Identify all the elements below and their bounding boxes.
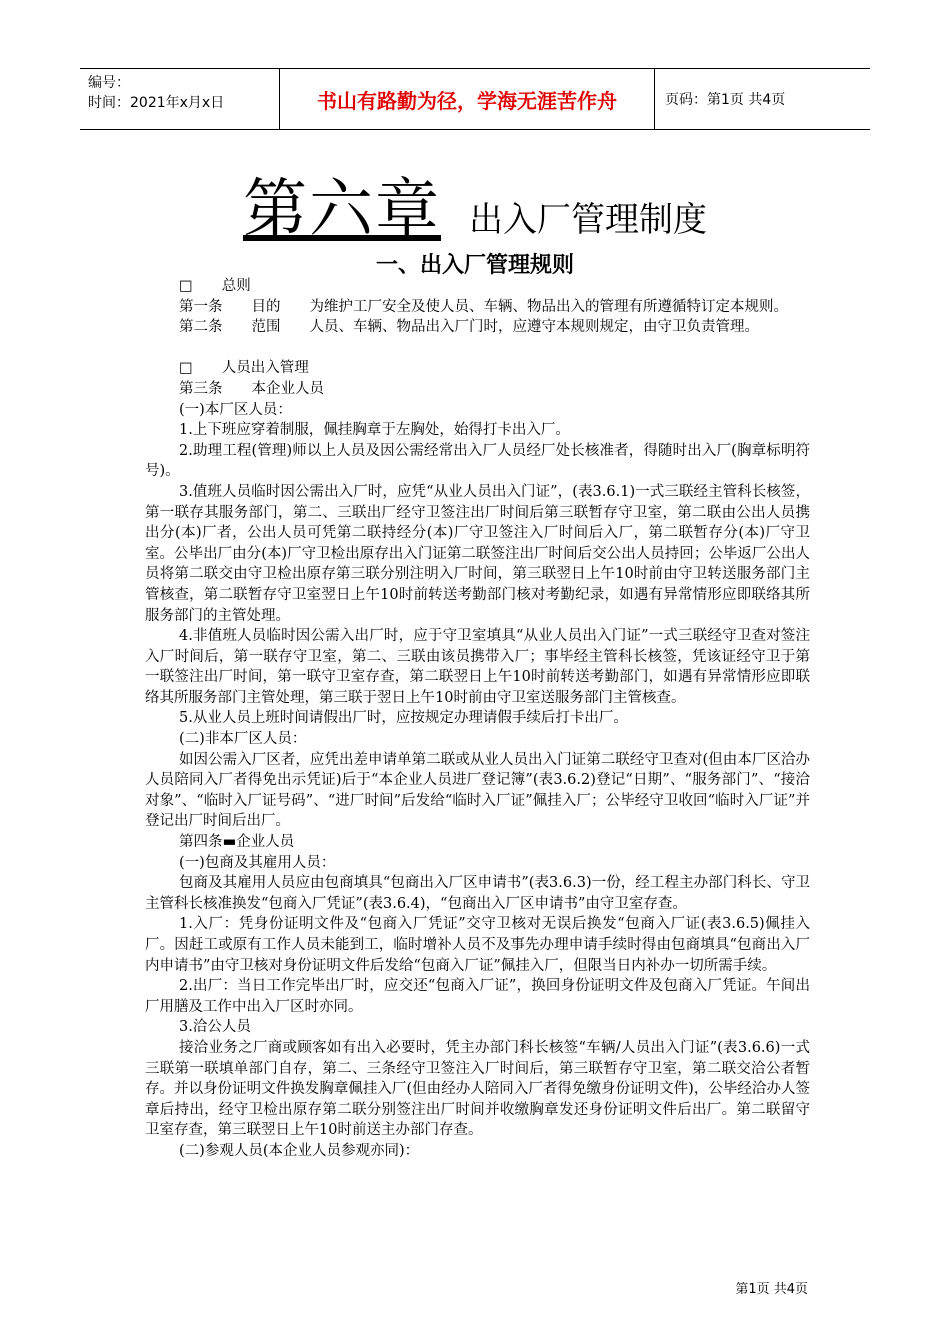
paragraph: 3.洽公人员 (179, 1019, 251, 1036)
paragraph: 1.入厂：凭身份证明文件及“包商入厂凭证”交守卫核对无误后换发“包商入厂证(表3.6.5)佩挂入厂。因赶工或原有工作人员未能到工，临时增补人员不及事先办理申请手续时得由包商填具“包商出入厂内申请书”由守卫核对身份证明文件后发给“包商入厂证”佩挂入厂，但限当日内补办一切所需手续。 (145, 916, 810, 974)
paragraph: 第二条 范围 人员、车辆、物品出入厂门时，应遵守本规则规定，由守卫负责管理。 (179, 319, 759, 336)
paragraph: 如因公需入厂区者，应凭出差申请单第二联或从业人员出入门证第二联经守卫查对(但由本厂区洽办人员陪同入厂者得免出示凭证)后于“本企业人员进厂登记簿”(表3.6.2)登记“日期”、“服务部门”、“接洽对象”、“临时入厂证号码”、“进厂时间”后发给“临时入厂证”佩挂入厂；公毕经守卫收回“临时入厂证”并登记出厂时间后出厂。 (145, 751, 810, 830)
paragraph: □ 人员出入管理 (179, 360, 309, 377)
chapter-name: 出入厂管理制度 (469, 200, 707, 240)
paragraph: (二)非本厂区人员： (179, 731, 307, 748)
number-label: 编号： (88, 75, 130, 91)
page-header (80, 68, 870, 130)
paragraph: 第一条 目的 为维护工厂安全及使人员、车辆、物品出入的管理有所遵循特订定本规则。 (179, 298, 788, 315)
paragraph: 5.从业人员上班时间请假出厂时，应按规定办理请假手续后打卡出厂。 (179, 710, 628, 727)
page-footer: 第1页 共4页 (735, 1282, 808, 1297)
section-title: 一、出入厂管理规则 (375, 253, 574, 278)
page-title (0, 158, 950, 250)
paragraph: 1.上下班应穿着制服，佩挂胸章于左胸处，始得打卡出入厂。 (179, 422, 570, 439)
paragraph: 2.助理工程(管理)师以上人员及因公需经常出入厂人员经厂处长核准者，得随时出入厂(胸章标明符号)。 (145, 442, 810, 480)
paragraph: 4.非值班人员临时因公需入出厂时，应于守卫室填具“从业人员出入门证”一式三联经守卫查对签注入厂时间后，第一联存守卫室，第二、三联由该员携带入厂；事毕经主管科长核签，凭该证经守卫于第一联签注出厂时间，第一联守卫室存查，第二联翌日上午10时前转送考勤部门，如遇有异常情形应即联络其所服务部门主管处理，第三联于翌日上午10时前由守卫室送服务部门主管核查。 (145, 628, 810, 706)
paragraph: 第三条 本企业人员 (179, 380, 324, 397)
paragraph (145, 338, 810, 359)
paragraph: (一)包商及其雇用人员： (179, 854, 336, 871)
page-label: 页码：第1页 共4页 (665, 92, 786, 108)
paragraph: (一)本厂区人员： (179, 401, 292, 418)
document-body (145, 276, 810, 1162)
motto: 书山有路勤为径，学海无涯苦作舟 (280, 69, 655, 129)
paragraph: 包商及其雇用人员应由包商填具“包商出入厂区申请书”(表3.6.3)一份，经工程主办部门科长、守卫主管科长核准换发“包商入厂凭证”(表3.6.4)，“包商出入厂区申请书”由守卫室存查。 (145, 875, 810, 912)
paragraph: 2.出厂：当日工作完毕出厂时，应交还“包商入厂证”，换回身份证明文件及包商入厂凭证。午间出厂用膳及工作中出入厂区时亦同。 (145, 978, 810, 1015)
paragraph: 3.值班人员临时因公需出入厂时，应凭“从业人员出入门证”，(表3.6.1)一式三联经主管科长核签，第一联存其服务部门，第二、三联出厂经守卫签注出厂时间后第三联暂存守卫室，第二联由公出人员携出分(本)厂者，公出人员可凭第二联持经分(本)厂守卫签注入厂时间后入厂，第二联暂存分(本)厂守卫室。公毕出厂由分(本)厂守卫检出原存出入门证第二联签注出厂时间后交公出人员持回；公毕返厂公出人员将第二联交由守卫检出原存第三联分别注明入厂时间，第三联翌日上午10时前由守卫转送服务部门主管核查，第二联暂存守卫室翌日上午10时前转送考勤部门核对考勤纪录，如遇有异常情形应即联络其所服务部门的主管处理。 (145, 483, 810, 624)
time-label: 时间：2021年x月x日 (88, 95, 225, 111)
paragraph: 第四条▬企业人员 (179, 834, 295, 851)
paragraph: 接洽业务之厂商或顾客如有出入必要时，凭主办部门科长核签“车辆/人员出入门证”(表3.6.6)一式三联第一联填单部门自存，第二、三条经守卫签注入厂时间后，第三联暂存守卫室，第二联交洽公者暂存。并以身份证明文件换发胸章佩挂入厂(但由经办人陪同入厂者得免缴身份证明文件)，公毕经洽办人签章后持出，经守卫检出原存第二联分别签注出厂时间并收缴胸章发还身份证明文件后出厂。第二联留守卫室存查，第三联翌日上午10时前送主办部门存查。 (145, 1039, 810, 1139)
paragraph: □ 总则 (179, 278, 251, 294)
header-meta (80, 69, 280, 129)
chapter-title: 第六章 (243, 173, 441, 247)
paragraph: (二)参观人员(本企业人员参观亦同)： (179, 1142, 420, 1159)
